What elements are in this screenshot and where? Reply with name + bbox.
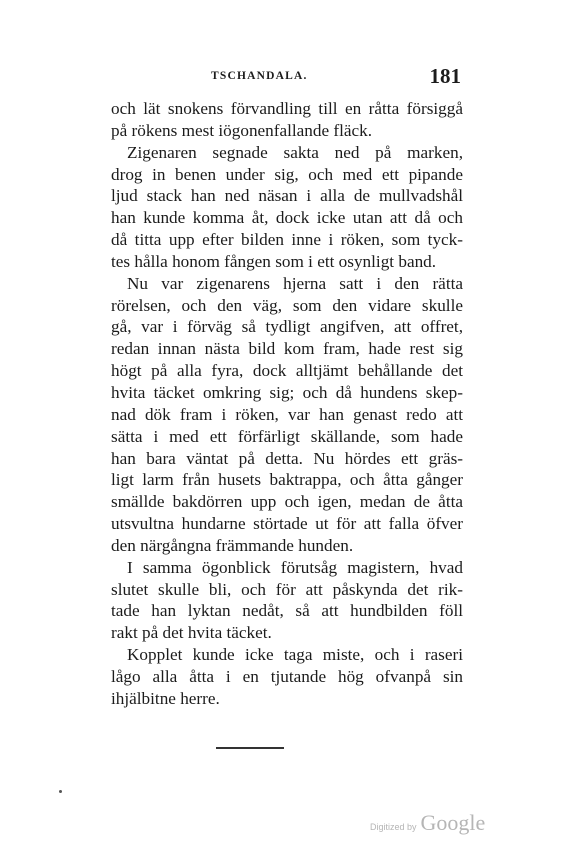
text-line: högt på alla fyra, dock alltjämt behållande det (111, 361, 463, 381)
end-of-chapter-rule (216, 747, 284, 749)
text-line: redan innan nästa bild kom fram, hade rest sig (111, 339, 463, 359)
text-line: gå, var i förväg så tydligt angifven, att offret, (111, 317, 463, 337)
text-line: rakt på det hvita täcket. (111, 623, 272, 643)
watermark-prefix: Digitized by (370, 822, 417, 832)
page-number: 181 (429, 64, 461, 88)
text-line: rörelsen, och den väg, som den vidare skulle (111, 295, 463, 315)
text-line: lågo alla åtta i en tjutande hög ofvanpå sin (111, 666, 463, 686)
text-line: utsvultna hundarne störtade ut för att falla öfver (111, 514, 463, 534)
text-line: Nu var zigenarens hjerna satt i den rätta (127, 273, 463, 293)
google-logo: Google (420, 810, 486, 835)
text-line: och lät snokens förvandling till en råtta försiggå (111, 99, 463, 118)
text-line: slutet skulle bli, och för att påskynda det rik- (111, 579, 463, 599)
text-line: ihjälbitne herre. (111, 688, 220, 708)
text-line: sätta i med ett förfärligt skällande, som hade (111, 426, 463, 446)
text-line: smällde bakdörren upp och igen, medan de åtta (111, 492, 463, 512)
text-line: han kunde komma åt, dock icke utan att då och (111, 208, 463, 228)
text-line: Zigenaren segnade sakta ned på marken, (127, 142, 463, 162)
text-line: han bara väntat på detta. Nu hördes ett gräs- (111, 448, 463, 468)
text-line: drog in benen under sig, och med ett pipande (111, 164, 463, 184)
text-line: på rökens mest iögonenfallande fläck. (111, 120, 373, 140)
ink-speck (59, 790, 62, 793)
digitization-watermark (370, 810, 485, 836)
text-line: tes hålla honom fången som i ett osynligt band. (111, 251, 437, 271)
text-line: ligt larm från husets baktrappa, och åtta gånger (111, 470, 463, 490)
text-line: ljud stack han ned näsan i alla de mullvadshål (111, 186, 463, 206)
text-line: den närgångna främmande hunden. (111, 535, 354, 555)
text-line: nad dök fram i röken, var han genast redo att (111, 404, 463, 424)
text-line: hvita täcket omkring sig; och då hundens skep- (111, 382, 463, 402)
text-line: I samma ögonblick förutsåg magistern, hvad (127, 557, 463, 577)
running-head (115, 64, 461, 88)
text-line: då titta upp efter bilden inne i röken, som tyck- (111, 230, 463, 250)
text-line: Kopplet kunde icke taga miste, och i raseri (127, 645, 463, 665)
running-title: TSCHANDALA. (211, 70, 308, 82)
text-line: tade han lyktan nedåt, så att hundbilden föll (111, 601, 463, 621)
body-text (111, 98, 463, 710)
